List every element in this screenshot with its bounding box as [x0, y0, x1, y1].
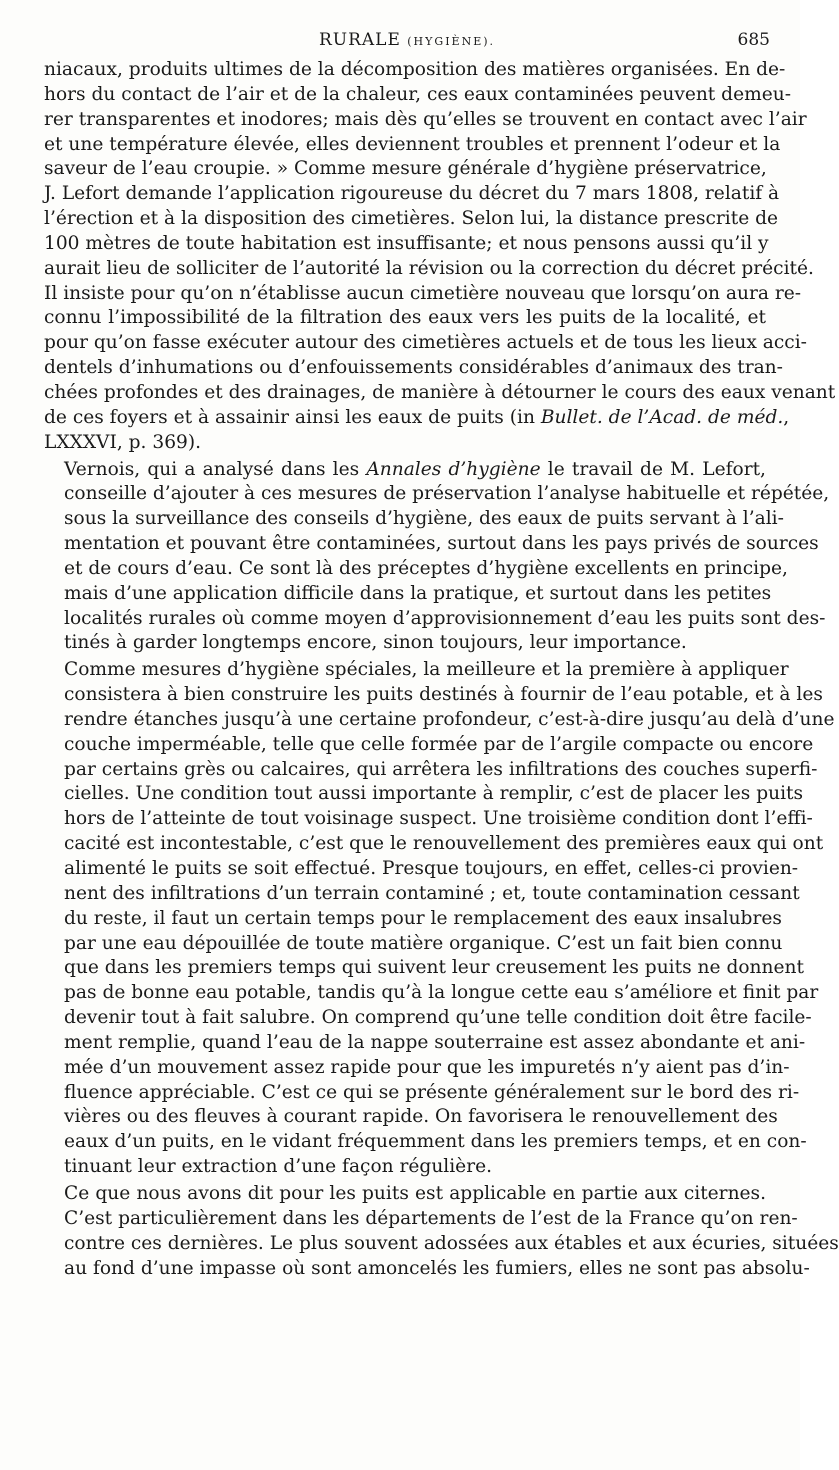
text-line: saveur de l’eau croupie. » Comme mesure générale d’hygiène préservatrice, [44, 158, 767, 180]
body-text [44, 58, 839, 1281]
text-line: et une température élevée, elles deviennent troubles et prennent l’odeur et la [44, 133, 781, 155]
text-line: alimenté le puits se soit effectué. Presque toujours, en effet, celles-ci provien- [64, 858, 799, 879]
running-title [44, 30, 770, 50]
text-line: contre ces dernières. Le plus souvent adossées aux étables et aux écuries, situées [64, 1232, 839, 1254]
text-line: par une eau dépouillée de toute matière organique. C’est un fait bien connu [64, 932, 783, 954]
paragraph [44, 458, 830, 657]
paragraph [44, 1182, 839, 1281]
text-line: de ces foyers et à assainir ainsi les eaux de puits (in Bullet. de l’Acad. de méd., [44, 406, 790, 428]
text-line: hors de l’atteinte de tout voisinage suspect. Une troisième condition dont l’effi- [64, 808, 813, 830]
text-line: sous la surveillance des conseils d’hygiène, des eaux de puits servant à l’ali- [64, 508, 784, 530]
text-line: mais d’une application difficile dans la pratique, et surtout dans les petites [64, 582, 772, 604]
text-line: l’érection et à la disposition des cimetières. Selon lui, la distance prescrite de [44, 208, 779, 230]
text-line: rendre étanches jusqu’à une certaine profondeur, c’est-à-dire jusqu’au delà d’une [64, 708, 835, 730]
text-line: aurait lieu de solliciter de l’autorité la révision ou la correction du décret précité. [44, 257, 814, 279]
text-line: localités rurales où comme moyen d’approvisionnement d’eau les puits sont des- [64, 607, 826, 629]
text-line: dentels d’inhumations ou d’enfouissements considérables d’animaux des tran- [44, 357, 783, 379]
text-line: pour qu’on fasse exécuter autour des cimetières actuels et de tous les lieux acci- [44, 332, 807, 354]
text-line: que dans les premiers temps qui suivent leur creusement les puits ne donnent [64, 957, 804, 979]
text-line: fluence appréciable. C’est ce qui se présente généralement sur le bord des ri- [64, 1081, 800, 1103]
paragraph [44, 658, 835, 1180]
text-line: pas de bonne eau potable, tandis qu’à la longue cette eau s’améliore et finit par [64, 982, 819, 1004]
text-line: du reste, il faut un certain temps pour le remplacement des eaux insalubres [64, 907, 782, 929]
running-title-sub: (HYGIÈNE). [407, 35, 496, 48]
text-line: Il insiste pour qu’on n’établisse aucun cimetière nouveau que lorsqu’on aura re- [44, 282, 802, 304]
text-line: J. Lefort demande l’application rigoureuse du décret du 7 mars 1808, relatif à [44, 183, 780, 205]
text-line: Vernois, qui a analysé dans les Annales d’hygiène le travail de M. Lefort, [64, 458, 766, 480]
text-line: nent des infiltrations d’un terrain contaminé ; et, toute contamination cessant [64, 882, 800, 904]
text-line: eaux d’un puits, en le vidant fréquemment dans les premiers temps, et en con- [64, 1131, 807, 1153]
text-line: cielles. Une condition tout aussi importante à remplir, c’est de placer les puits [64, 783, 804, 805]
page-number: 685 [737, 30, 770, 50]
text-line: mée d’un mouvement assez rapide pour que les impuretés n’y aient pas d’in- [64, 1056, 790, 1078]
text-line: ment remplie, quand l’eau de la nappe souterraine est assez abondante et ani- [64, 1031, 806, 1053]
text-line: conseille d’ajouter à ces mesures de préservation l’analyse habituelle et répétée, [64, 483, 830, 505]
text-line: LXXXVI, p. 369). [44, 431, 202, 453]
running-title-main: RURALE [318, 30, 401, 50]
text-line: devenir tout à fait salubre. On comprend qu’une telle condition doit être facile- [64, 1007, 812, 1029]
text-line: consistera à bien construire les puits destinés à fournir de l’eau potable, et à les [64, 684, 823, 706]
text-line: tinuant leur extraction d’une façon régulière. [64, 1156, 492, 1178]
text-line: Comme mesures d’hygiène spéciales, la meilleure et la première à appliquer [64, 659, 789, 681]
text-line: cacité est incontestable, c’est que le renouvellement des premières eaux qui ont [64, 833, 824, 855]
text-line: Ce que nous avons dit pour les puits est applicable en partie aux citernes. [64, 1182, 766, 1204]
text-line: et de cours d’eau. Ce sont là des préceptes d’hygiène excellents en principe, [64, 557, 788, 579]
text-line: C’est particulièrement dans les départements de l’est de la France qu’on ren- [64, 1207, 798, 1229]
text-line: hors du contact de l’air et de la chaleur, ces eaux contaminées peuvent demeu- [44, 83, 791, 105]
text-line: tinés à garder longtemps encore, sinon toujours, leur importance. [64, 632, 687, 654]
text-line: connu l’impossibilité de la filtration des eaux vers les puits de la localité, et [44, 307, 766, 329]
text-line: vières ou des fleuves à courant rapide. On favorisera le renouvellement des [64, 1106, 778, 1128]
page-header [44, 30, 770, 58]
text-line: par certains grès ou calcaires, qui arrêtera les infiltrations des couches superfi- [64, 758, 818, 780]
text-line: rer transparentes et inodores; mais dès qu’elles se trouvent en contact avec l’air [44, 108, 807, 130]
paragraph [44, 58, 836, 456]
text-line: couche imperméable, telle que celle formée par de l’argile compacte ou encore [64, 733, 814, 755]
text-line: mentation et pouvant être contaminées, surtout dans les pays privés de sources [64, 533, 819, 555]
text-line: 100 mètres de toute habitation est insuffisante; et nous pensons aussi qu’il y [44, 232, 769, 254]
text-line: niacaux, produits ultimes de la décomposition des matières organisées. En de- [44, 59, 786, 80]
text-line: au fond d’une impasse où sont amoncelés les fumiers, elles ne sont pas absolu- [64, 1257, 810, 1279]
text-line: chées profondes et des drainages, de manière à détourner le cours des eaux venant [44, 381, 836, 403]
